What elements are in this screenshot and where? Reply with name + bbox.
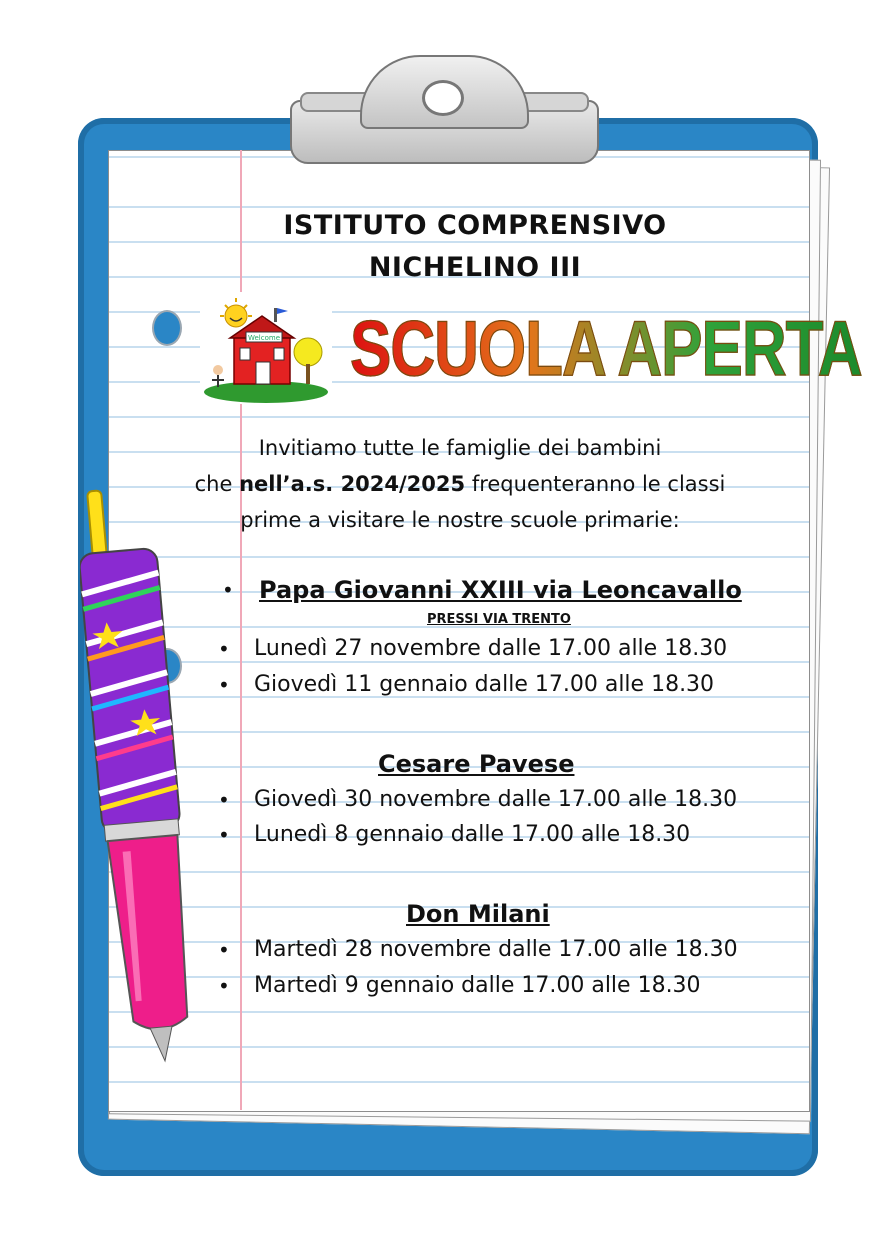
date-item: Giovedì 30 novembre dalle 17.00 alle 18.30: [254, 787, 738, 812]
clip-hole: [422, 80, 464, 116]
date-item: Lunedì 27 novembre dalle 17.00 alle 18.30: [254, 636, 728, 661]
welcome-sign: Welcome: [247, 334, 281, 342]
intro-line-3: prime a visitare le nostre scuole primarie:: [240, 508, 680, 532]
school-house-logo: [200, 292, 332, 404]
school-name-line2: NICHELINO III: [368, 252, 582, 283]
intro-line-1: Invitiamo tutte le famiglie dei bambini: [258, 436, 662, 460]
bullet: •: [218, 637, 230, 661]
bullet: •: [218, 823, 230, 847]
intro-line-2: che nell’a.s. 2024/2025 frequenteranno le classi: [194, 472, 726, 496]
bullet: •: [218, 938, 230, 962]
bullet: •: [218, 788, 230, 812]
binder-hole: [152, 310, 182, 346]
bullet: •: [218, 673, 230, 697]
school-don-milani: Don Milani: [406, 900, 550, 928]
date-item: Martedì 9 gennaio dalle 17.00 alle 18.30: [254, 973, 701, 998]
date-item: Martedì 28 novembre dalle 17.00 alle 18.30: [254, 937, 738, 962]
bullet: •: [218, 974, 230, 998]
date-item: Lunedì 8 gennaio dalle 17.00 alle 18.30: [254, 822, 691, 847]
date-item: Giovedì 11 gennaio dalle 17.00 alle 18.30: [254, 672, 715, 697]
school-papa-giovanni: Papa Giovanni XXIII via Leoncavallo: [259, 576, 742, 604]
school-location-note: PRESSI VIA TRENTO: [427, 612, 571, 627]
bullet: •: [222, 578, 234, 602]
pen-illustration: [80, 480, 200, 1070]
school-name-line1: ISTITUTO COMPRENSIVO: [283, 210, 667, 241]
scuola-aperta-banner: SCUOLA APERTA: [350, 306, 862, 393]
school-cesare-pavese: Cesare Pavese: [378, 750, 575, 778]
